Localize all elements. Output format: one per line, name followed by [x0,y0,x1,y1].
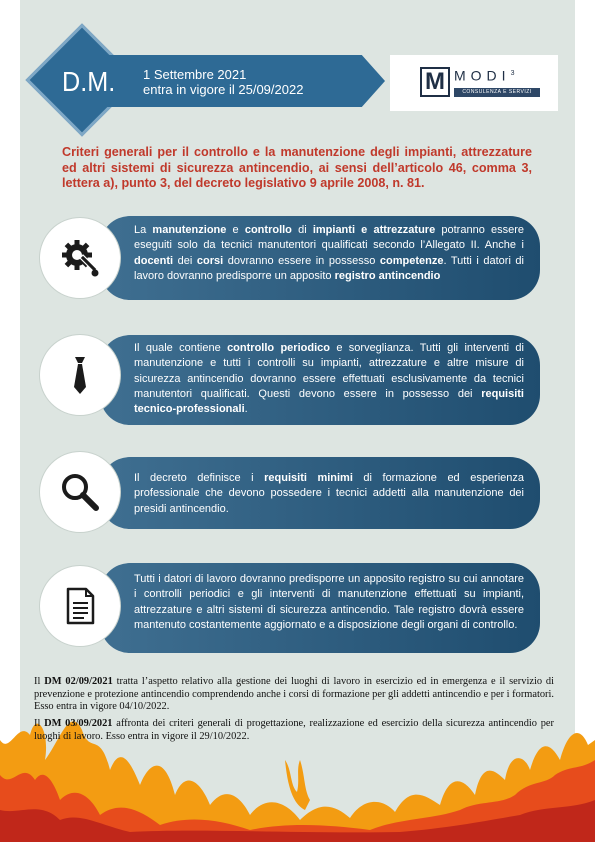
emphasis-text: competenze [379,254,444,267]
body-text: tratta l’aspetto relativo alla gestione dei luoghi di lavoro in esercizio ed in emergenza e il servizio di prevenzione e protezione antincendio comprendendo anche i corsi di formazione per gli addetti antincendio e per i formatori. Esso entra in vigore 04/10/2022. [34,676,554,713]
body-text: Il decreto definisce i [134,472,265,484]
icon-circle [40,566,120,646]
icon-circle [40,452,120,532]
body-text: La [134,224,153,236]
body-text: . [244,403,248,416]
emphasis-text: DM 02/09/2021 [44,676,113,687]
logo-name [454,67,514,83]
header-dates [143,67,303,97]
body-text: Il [34,718,45,729]
date-line: 1 Settembre 2021 [143,67,247,82]
icon-circle [40,218,120,298]
dm-badge-label: D.M. [62,66,116,97]
emphasis-text: impianti e attrezzature [312,224,436,236]
info-card-maintenance [100,216,540,300]
info-card-register [100,563,540,653]
emphasis-text: controllo periodico [227,342,330,354]
info-card-requirements [100,457,540,529]
body-text: e [226,224,245,236]
footer-note-dm-02 [34,676,554,714]
body-text: affronta dei criteri generali di progettazione, realizzazione ed esercizio della sicurezza antincendio per luoghi di lavoro. Esso entra in vigore il 29/10/2022. [34,718,555,742]
emphasis-text: controllo [244,224,292,236]
body-text: dovranno essere in possesso [223,254,380,267]
emphasis-text: manutenzione [152,224,227,236]
logo-mark: M [420,67,450,97]
emphasis-text: requisiti tecnico-professionali [134,387,524,416]
body-text: di formazione ed esperienza professionale che devono possedere i tecnici addetti alla manutenzione dei presidi antincendio. [134,472,525,515]
body-text: . Tutti i datori di lavoro dovranno predisporre un apposito [134,254,524,282]
logo-superscript: 3 [510,70,515,77]
emphasis-text: requisiti minimi [264,472,353,484]
body-text: di [291,224,313,236]
logo-tagline: CONSULENZA E SERVIZI [454,88,540,97]
gear-wrench-icon [60,238,100,278]
body-text: potranno essere eseguiti solo da tecnici manutentori qualificati secondo l’Allegato II. Anche i [134,224,525,252]
emphasis-text: DM 03/09/2021 [44,718,113,729]
emphasis-text: corsi [196,254,224,267]
footer-note-dm-03 [34,718,554,743]
tie-icon [60,355,100,395]
body-text: e sorveglianza. Tutti gli interventi di manutenzione e tutti i controlli su impianti, attrezzature e altre misure di sicurezza antincendio dovranno essere effettuati esclusivamente da tecnici manutentori qualificati. Questi devono essere in possesso dei [134,342,524,400]
body-text: Tutti i datori di lavoro dovranno predisporre un apposito registro su cui annotare i controlli periodici e gli interventi di manutenzione effettuati su impianti, attrezzature e altri sistemi di sicurezza antincendio. Tale registro dovrà essere mantenuto costantemente aggiornato e a disposizione degli organi di controllo. [134,573,524,631]
icon-circle [40,335,120,415]
body-text: Il [34,676,45,687]
info-card-periodic-control [100,335,540,425]
document-title: Criteri generali per il controllo e la manutenzione degli impianti, attrezzature ed altri sistemi di sicurezza antincendio, ai sensi dell’articolo 46, comma 3, lettera a), punto 3, del decreto legislativo 9 aprile 2008, n. 81. [62,145,532,190]
document-icon [60,586,100,626]
body-text: Il quale contiene [134,342,228,354]
body-text: dei [173,254,197,267]
logo-name-text: MODI [454,67,511,84]
vigore-line: entra in vigore il 25/09/2022 [143,82,304,97]
emphasis-text: registro antincendio [334,269,441,282]
company-logo [390,55,558,111]
emphasis-text: docenti [134,254,174,267]
magnifier-icon [60,472,100,512]
